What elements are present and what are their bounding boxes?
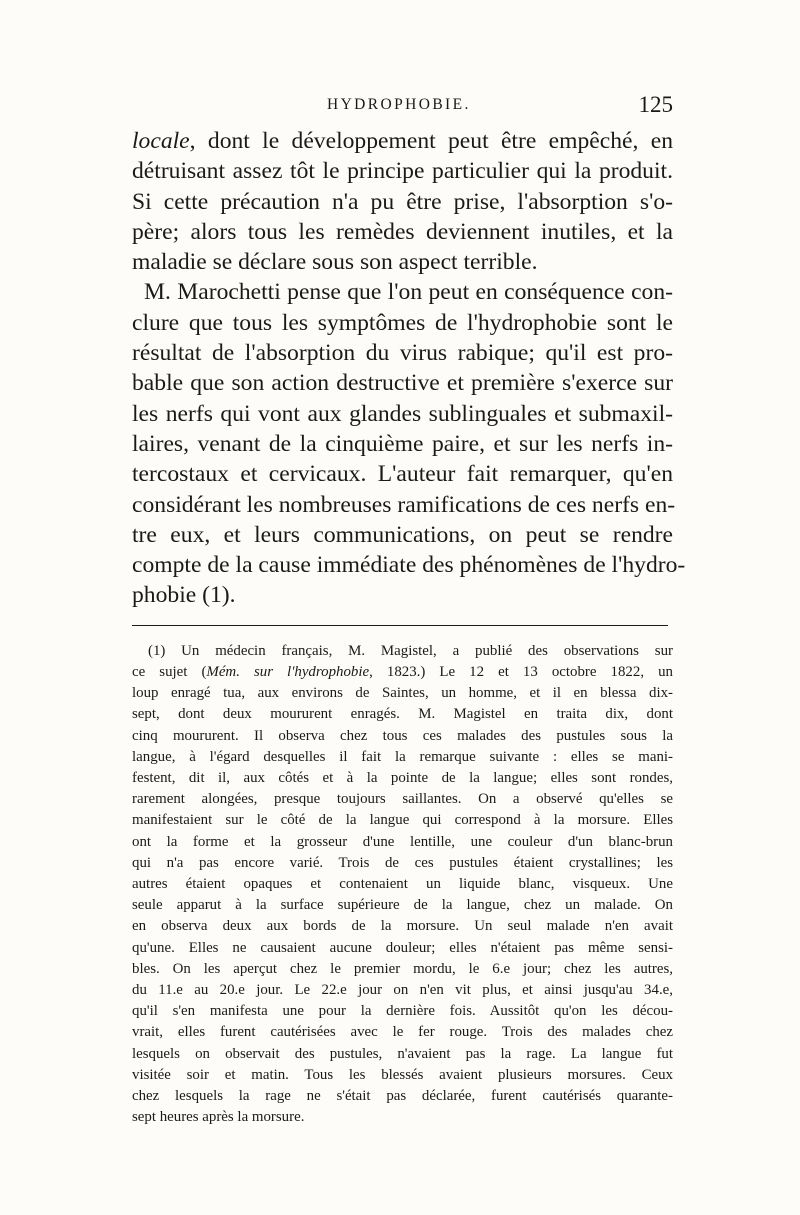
text-segment: manifestaient sur le côté de la langue qui correspond à la morsure. Elles xyxy=(132,812,673,829)
footnote-line xyxy=(132,683,673,704)
footnote-line xyxy=(132,853,673,874)
text-line xyxy=(132,490,676,520)
text-segment: qu'une. Elles ne causaient aucune douleur; elles n'étaient pas même sensi- xyxy=(132,939,673,956)
text-segment: en observa deux aux bords de la morsure. Un seul malade n'en avait xyxy=(132,918,673,935)
text-segment: résultat de l'absorption du virus rabique; qu'il est pro- xyxy=(132,340,673,367)
footnote-line xyxy=(132,1107,673,1128)
text-line xyxy=(132,368,673,398)
text-line xyxy=(132,580,673,610)
footnote-line xyxy=(132,1001,673,1022)
text-segment: sept, dont deux moururent enragés. M. Magistel en traita dix, dont xyxy=(132,706,673,723)
footnote-line xyxy=(132,1065,673,1086)
text-line xyxy=(132,217,673,247)
text-segment: rarement alongées, presque toujours saillantes. On a observé qu'elles se xyxy=(132,791,673,808)
text-line xyxy=(132,338,673,368)
text-line xyxy=(132,459,673,489)
text-segment: ce sujet ( xyxy=(132,663,207,680)
text-segment: maladie se déclare sous son aspect terrible. xyxy=(132,249,538,276)
footnote-line xyxy=(132,726,673,747)
footnote-line xyxy=(132,916,673,937)
text-segment: chez lesquels la rage ne s'était pas déclarée, furent cautérisés quarante- xyxy=(132,1088,673,1105)
footnote-line xyxy=(132,895,673,916)
text-segment: (1) Un médecin français, M. Magistel, a publié des observations sur xyxy=(148,642,673,659)
text-segment: M. Marochetti pense que l'on peut en conséquence con- xyxy=(144,279,673,306)
text-segment: seule apparut à la surface supérieure de la langue, chez un malade. On xyxy=(132,897,673,914)
footnote-line xyxy=(132,641,673,662)
footnote-line xyxy=(132,810,673,831)
text-line xyxy=(132,399,673,429)
book-page xyxy=(132,92,686,1128)
text-segment: Si cette précaution n'a pu être prise, l'absorption s'o- xyxy=(132,188,673,215)
footnote-line xyxy=(132,1022,673,1043)
running-head xyxy=(132,92,673,126)
text-segment: bable que son action destructive et première s'exerce sur xyxy=(132,370,673,397)
text-segment: festent, dit il, aux côtés et à la pointe de la langue; elles sont rondes, xyxy=(132,769,673,786)
text-line xyxy=(132,308,673,338)
text-segment: sept heures après la morsure. xyxy=(132,1109,305,1126)
footnote-line xyxy=(132,662,673,683)
footnote-line xyxy=(132,1086,673,1107)
text-segment: qu'il s'en manifesta une pour la dernière fois. Aussitôt qu'on les décou- xyxy=(132,1003,673,1020)
text-line xyxy=(132,156,673,186)
text-line xyxy=(132,520,673,550)
text-segment: ont la forme et la grosseur d'une lentille, une couleur d'un blanc-brun xyxy=(132,833,673,850)
text-segment: loup enragé tua, aux environs de Saintes, un homme, et il en blessa dix- xyxy=(132,685,673,702)
text-segment: visitée soir et matin. Tous les blessés avaient plusieurs morsures. Ceux xyxy=(132,1066,673,1083)
text-line xyxy=(132,126,673,156)
running-title: HYDROPHOBIE. xyxy=(327,96,471,113)
text-line xyxy=(132,247,673,277)
text-segment: compte de la cause immédiate des phénomènes de l'hydro- xyxy=(132,552,686,579)
text-line xyxy=(132,187,673,217)
footnote-line xyxy=(132,789,673,810)
footnote-line xyxy=(132,1044,673,1065)
footnote-line xyxy=(132,874,673,895)
footnote-line xyxy=(132,959,673,980)
text-line xyxy=(132,429,673,459)
text-line xyxy=(132,550,686,580)
text-segment: père; alors tous les remèdes deviennent inutiles, et la xyxy=(132,218,673,245)
text-segment: , 1823.) Le 12 et 13 octobre 1822, un xyxy=(369,663,673,680)
footnote-rule xyxy=(132,625,668,626)
text-segment: qui n'a pas encore varié. Trois de ces pustules étaient crystallines; les xyxy=(132,854,673,871)
footnote-line xyxy=(132,747,673,768)
italic-text: locale xyxy=(132,128,190,154)
footnote-line xyxy=(132,980,673,1001)
text-segment: langue, à l'égard desquelles il fait la remarque suivante : elles se mani- xyxy=(132,748,673,765)
text-segment: clure que tous les symptômes de l'hydrophobie sont le xyxy=(132,309,673,336)
text-segment: autres étaient opaques et contenaient un liquide blanc, visqueux. Une xyxy=(132,875,673,892)
page-number: 125 xyxy=(638,92,673,117)
text-segment: tre eux, et leurs communications, on peut se rendre xyxy=(132,521,673,548)
text-segment: lesquels on observait des pustules, n'avaient pas la rage. La langue fut xyxy=(132,1045,673,1062)
text-segment: laires, venant de la cinquième paire, et sur les nerfs in- xyxy=(132,430,673,457)
footnote xyxy=(132,641,673,1129)
text-segment: du 11.e au 20.e jour. Le 22.e jour on n'en vit plus, et ainsi jusqu'au 34.e, xyxy=(132,982,673,998)
text-segment: , dont le développement peut être empêché, en xyxy=(189,128,673,154)
text-segment: phobie (1). xyxy=(132,582,236,609)
text-segment: bles. On les aperçut chez le premier mordu, le 6.e jour; chez les autres, xyxy=(132,960,673,977)
text-segment: les nerfs qui vont aux glandes sublinguales et submaxil- xyxy=(132,400,673,427)
text-line xyxy=(132,277,673,307)
text-segment: tercostaux et cervicaux. L'auteur fait remarquer, qu'en xyxy=(132,461,673,488)
text-segment: détruisant assez tôt le principe particulier qui la produit. xyxy=(132,158,673,185)
text-segment: considérant les nombreuses ramifications de ces nerfs en- xyxy=(132,491,676,518)
text-segment: cinq moururent. Il observa chez tous ces malades des pustules sous la xyxy=(132,727,673,744)
footnote-line xyxy=(132,938,673,959)
footnote-line xyxy=(132,832,673,853)
main-text xyxy=(132,126,686,611)
text-segment: vrait, elles furent cautérisées avec le fer rouge. Trois des malades chez xyxy=(132,1024,673,1041)
footnote-line xyxy=(132,768,673,789)
footnote-line xyxy=(132,704,673,725)
italic-text: Mém. sur l'hydrophobie xyxy=(206,663,370,680)
